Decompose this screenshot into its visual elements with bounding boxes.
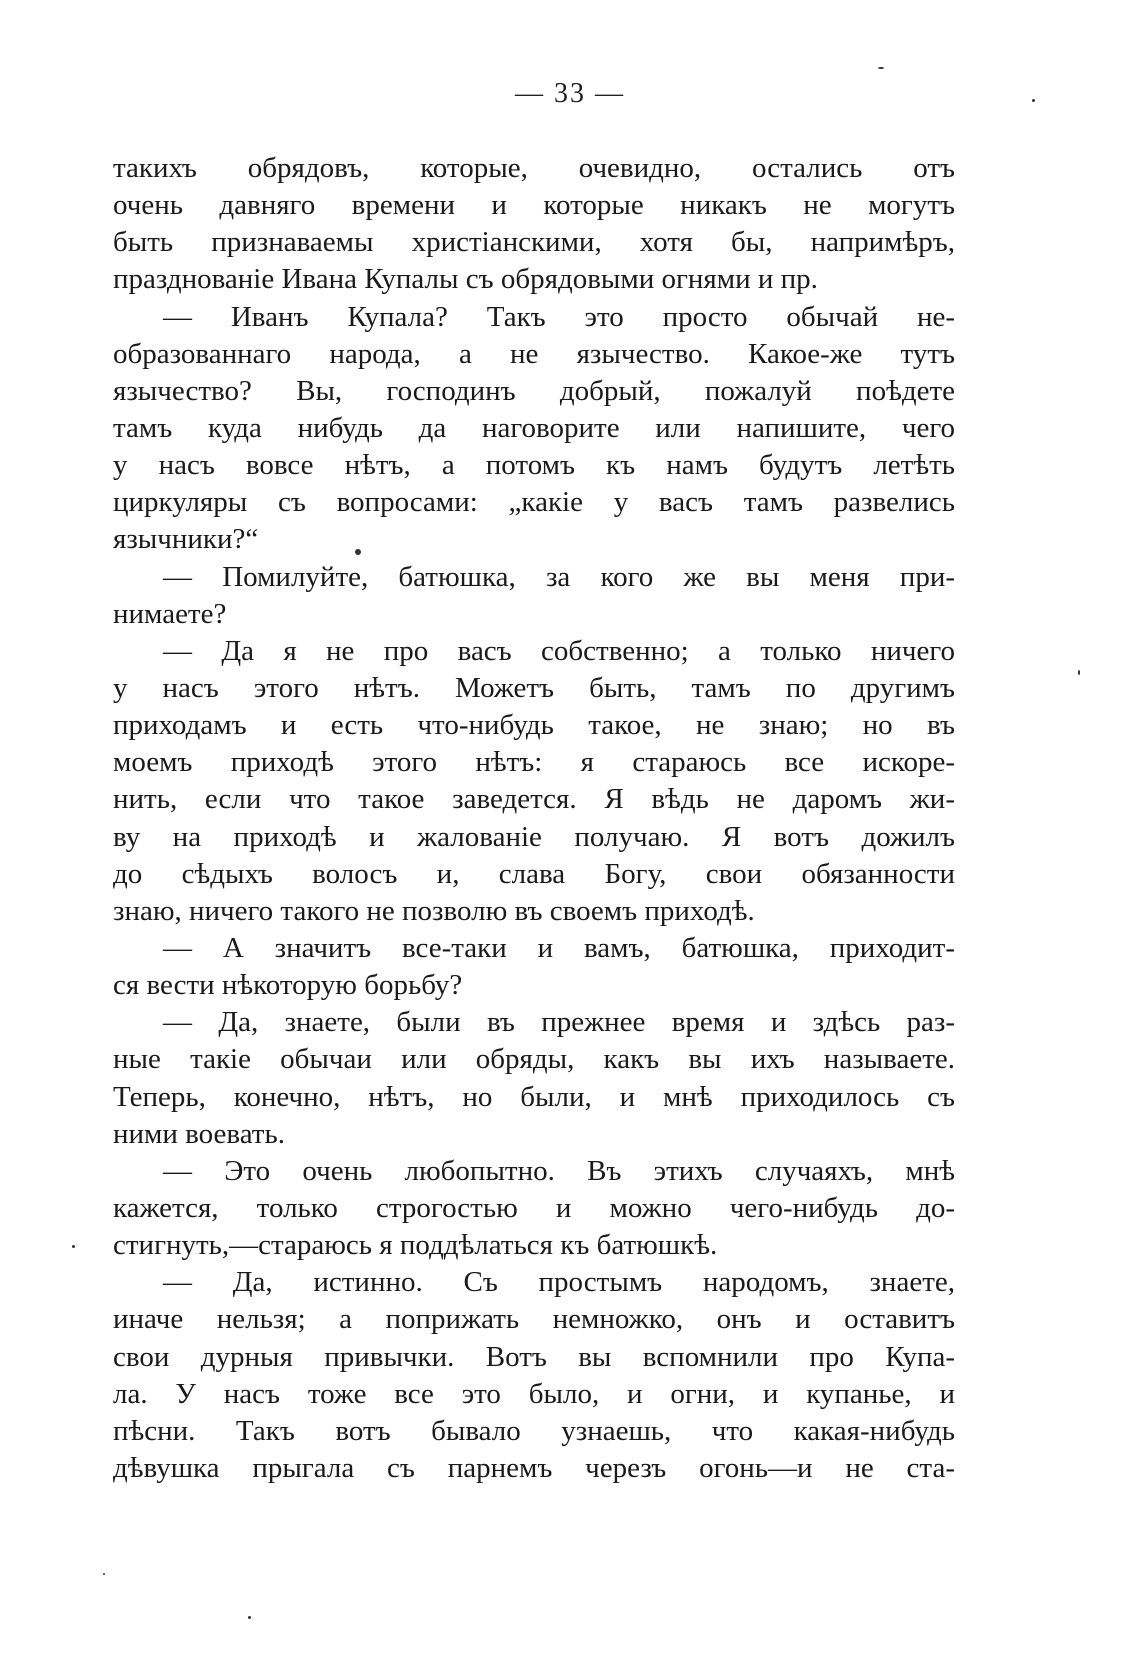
text-line: ла. У насъ тоже все это было, и огни, и купанье, и	[113, 1377, 955, 1410]
text-line: — Это очень любопытно. Въ этихъ случаяхъ, мнѣ	[163, 1154, 955, 1187]
text-line: стигнуть,—стараюсь я поддѣлаться къ батюшкѣ.	[113, 1229, 718, 1262]
text-line: до сѣдыхъ волосъ и, слава Богу, свои обязанности	[113, 857, 955, 890]
text-line: ними воевать.	[113, 1117, 285, 1150]
text-line: знаю, ничего такого не позволю въ своемъ приходѣ.	[113, 894, 755, 927]
text-line: пѣсни. Такъ вотъ бывало узнаешь, что какая-нибудь	[113, 1414, 955, 1447]
scan-speck	[355, 549, 361, 555]
text-line: — Помилуйте, батюшка, за кого же вы меня при-	[163, 560, 955, 593]
text-line: тамъ куда нибудь да наговорите или напишите, чего	[113, 411, 955, 444]
text-line: иначе нельзя; а поприжать немножко, онъ и оставитъ	[113, 1303, 955, 1336]
text-line: быть признаваемы христіанскими, хотя бы, напримѣръ,	[113, 226, 955, 259]
scan-speck	[248, 1616, 251, 1619]
text-line: у насъ вовсе нѣтъ, а потомъ къ намъ будутъ летѣть	[113, 449, 955, 482]
body-text	[113, 150, 955, 1487]
text-line: приходамъ и есть что-нибудь такое, не знаю; но въ	[113, 709, 955, 742]
text-line: Теперь, конечно, нѣтъ, но были, и мнѣ приходилось съ	[113, 1080, 955, 1113]
page-number: — 33 —	[515, 78, 625, 109]
scan-speck	[1032, 99, 1035, 102]
text-line: ся вести нѣкоторую борьбу?	[113, 969, 463, 1002]
text-line: кажется, только строгостью и можно чего-нибудь до-	[113, 1191, 955, 1224]
text-line: празднованіе Ивана Купалы съ обрядовыми огнями и пр.	[113, 263, 818, 296]
text-line: свои дурныя привычки. Вотъ вы вспомнили про Купа-	[113, 1340, 955, 1373]
text-line: очень давняго времени и которые никакъ не могутъ	[113, 189, 955, 222]
text-line: нимаете?	[113, 597, 227, 630]
text-line: циркуляры съ вопросами: „какіе у васъ тамъ развелись	[113, 486, 955, 519]
text-line: ные такіе обычаи или обряды, какъ вы ихъ называете.	[113, 1043, 955, 1076]
text-line: — Иванъ Купала? Такъ это просто обычай не-	[163, 300, 955, 333]
text-line: моемъ приходѣ этого нѣтъ: я стараюсь все искоре-	[113, 746, 955, 779]
scan-speck	[72, 1245, 75, 1248]
text-line: образованнаго народа, а не язычество. Какое-же тутъ	[113, 337, 955, 370]
text-line: у насъ этого нѣтъ. Можетъ быть, тамъ по другимъ	[113, 671, 955, 704]
text-line: — А значитъ все-таки и вамъ, батюшка, приходит-	[163, 931, 955, 964]
text-line: — Да, истинно. Съ простымъ народомъ, знаете,	[163, 1266, 955, 1299]
text-line: дѣвушка прыгала съ парнемъ черезъ огонь—и не ста-	[113, 1451, 955, 1484]
scan-speck	[1078, 670, 1080, 675]
scan-speck	[878, 67, 884, 69]
text-line: — Да, знаете, были въ прежнее время и здѣсь раз-	[163, 1006, 955, 1039]
text-line: ву на приходѣ и жалованіе получаю. Я вотъ дожилъ	[113, 820, 955, 853]
text-line: такихъ обрядовъ, которые, очевидно, остались отъ	[113, 152, 955, 184]
text-line: язычество? Вы, господинъ добрый, пожалуй поѣдете	[113, 374, 955, 407]
text-line: нить, если что такое заведется. Я вѣдь не даромъ жи-	[113, 783, 955, 816]
text-line: — Да я не про васъ собственно; а только ничего	[163, 634, 955, 667]
scan-speck	[103, 1573, 105, 1575]
text-line: язычники?“	[113, 523, 259, 556]
